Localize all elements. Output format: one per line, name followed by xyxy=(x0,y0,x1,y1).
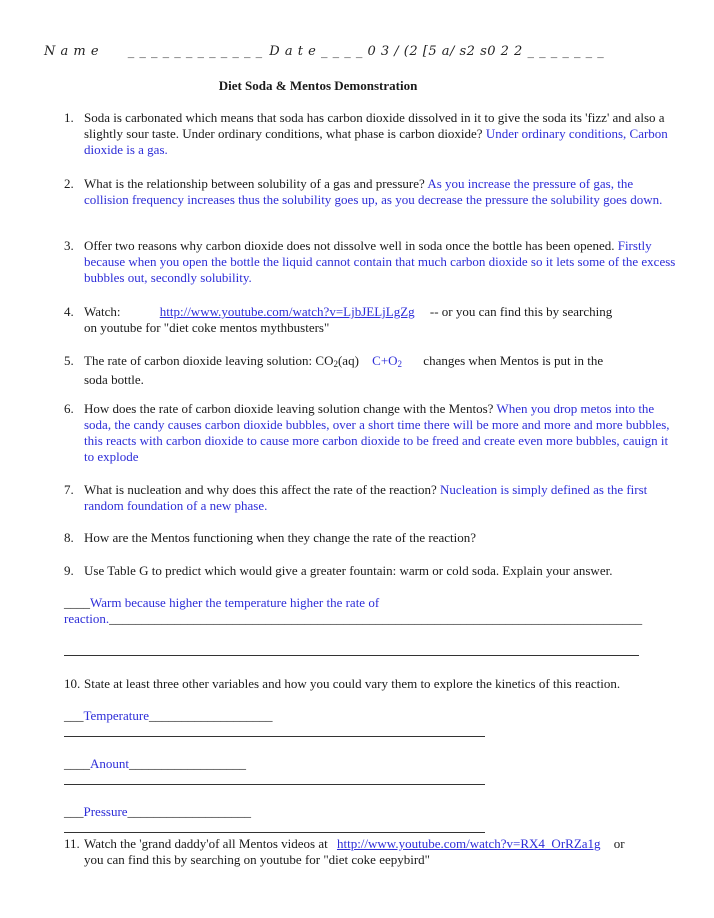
youtube-link[interactable]: http://www.youtube.com/watch?v=RX4_OrRZa1g xyxy=(336,836,601,851)
answer-blank-rule: __________________________________________________________________________________ xyxy=(109,611,643,626)
question-1 xyxy=(64,110,676,158)
blank-suffix: ___________________ xyxy=(149,708,273,723)
question-3 xyxy=(64,238,676,286)
variable-temperature[interactable] xyxy=(64,708,273,724)
question-text: How are the Mentos functioning when they change the rate of the reaction? xyxy=(84,530,477,545)
question-11 xyxy=(64,836,676,868)
name-label: N a m e xyxy=(44,44,100,59)
question-number: 10. xyxy=(64,676,81,691)
answer-blank-prefix: ____ xyxy=(64,595,90,610)
question-text-c: changes when Mentos is put in the xyxy=(423,353,604,368)
question-4 xyxy=(64,304,676,336)
answer-text: Warm because higher the temperature higher the rate of xyxy=(90,595,380,610)
blank-prefix: ___ xyxy=(64,804,84,819)
question-5 xyxy=(64,353,676,388)
answer-text[interactable] xyxy=(372,353,402,368)
question-number: 9. xyxy=(64,563,74,578)
question-9 xyxy=(64,563,676,579)
date-label: D a t e xyxy=(269,44,317,59)
blank-suffix: __________________ xyxy=(129,756,246,771)
question-number: 4. xyxy=(64,304,74,319)
question-number: 1. xyxy=(64,110,74,125)
answer-rule[interactable] xyxy=(64,832,485,833)
answer-text-line2: reaction. xyxy=(64,611,110,626)
question-text: Watch the 'grand daddy'of all Mentos videos at xyxy=(84,836,328,851)
variable-amount[interactable] xyxy=(64,756,246,772)
blank-suffix: ___________________ xyxy=(127,804,252,819)
answer-rule[interactable] xyxy=(64,736,485,737)
answer-text[interactable]: Under ordinary conditions, Carbon dioxide is a gas. xyxy=(84,126,668,157)
question-number: 2. xyxy=(64,176,74,191)
question-text: Use Table G to predict which would give a greater fountain: warm or cold soda. Explain your answer. xyxy=(84,563,613,578)
answer-formula: C+O xyxy=(372,353,398,368)
question-number: 7. xyxy=(64,482,74,497)
answer-text[interactable]: As you increase the pressure of gas, the collision frequency increases thus the solubility goes up, as you decrease the pressure the solubility goes down. xyxy=(84,176,663,207)
page-title: Diet Soda & Mentos Demonstration xyxy=(218,78,418,93)
question-10 xyxy=(64,676,676,692)
answer-text[interactable]: Nucleation is simply defined as the first random foundation of a new phase. xyxy=(84,482,648,513)
question-text-line2: on youtube for "diet coke mentos mythbusters" xyxy=(84,320,330,335)
question-text: The rate of carbon dioxide leaving solution: CO xyxy=(84,353,334,368)
date-value[interactable]: _ _ _ _ 0 3 / (2 [5 a/ s2 s0 2 2 _ _ _ _ _ _ _ xyxy=(320,44,605,59)
name-blank[interactable]: _ _ _ _ _ _ _ _ _ _ _ _ xyxy=(127,44,263,59)
variable-pressure[interactable] xyxy=(64,804,251,820)
question-text: Offer two reasons why carbon dioxide does not dissolve well in soda once the bottle has been opened. xyxy=(84,238,615,253)
answer-text[interactable]: When you drop metos into the soda, the candy causes carbon dioxide bubbles, over a short time there will be more and more and more bubbles, this reacts with carbon dioxide to cause more carbon dioxide to be freed and create even more bubbles, cauign it to explode xyxy=(84,401,670,464)
question-6 xyxy=(64,401,676,465)
question-text-line2: soda bottle. xyxy=(84,372,144,387)
blank-prefix: ___ xyxy=(64,708,84,723)
question-number: 6. xyxy=(64,401,74,416)
question-2 xyxy=(64,176,676,208)
answer-text[interactable]: Firstly because when you open the bottle the liquid cannot contain that much carbon dioxide so it lets some of the excess bubbles out, secondly solubility. xyxy=(84,238,676,285)
subscript: 2 xyxy=(333,359,338,369)
answer-rule[interactable] xyxy=(64,655,639,656)
q9-answer-line1[interactable] xyxy=(64,595,379,611)
question-number: 8. xyxy=(64,530,74,545)
question-text-b: (aq) xyxy=(337,353,359,368)
variable-answer: Anount xyxy=(90,756,129,771)
question-text: What is nucleation and why does this affect the rate of the reaction? xyxy=(84,482,441,497)
question-number: 3. xyxy=(64,238,74,253)
blank-prefix: ____ xyxy=(64,756,90,771)
variable-answer: Pressure xyxy=(83,804,128,819)
q9-answer-line2[interactable] xyxy=(64,611,658,627)
name-date-header xyxy=(44,44,674,62)
watch-label: Watch: xyxy=(84,304,121,319)
question-text-line2: you can find this by searching on youtube for "diet coke eepybird" xyxy=(84,852,430,867)
question-8 xyxy=(64,530,676,546)
question-text: Soda is carbonated which means that soda has carbon dioxide dissolved in it to give the soda its 'fizz' and also a slightly sour taste. Under ordinary conditions, what phase is carbon dioxide? xyxy=(84,110,665,141)
answer-subscript: 2 xyxy=(397,359,403,369)
question-number: 11. xyxy=(64,836,80,851)
question-text-or: or xyxy=(613,836,625,851)
question-text: How does the rate of carbon dioxide leaving solution change with the Mentos? xyxy=(84,401,497,416)
question-text: -- or you can find this by searching xyxy=(429,304,613,319)
question-text: What is the relationship between solubility of a gas and pressure? xyxy=(84,176,428,191)
question-text: State at least three other variables and how you could vary them to explore the kinetics of this reaction. xyxy=(84,676,621,691)
answer-rule[interactable] xyxy=(64,784,485,785)
question-7 xyxy=(64,482,676,514)
variable-answer: Temperature xyxy=(83,708,149,723)
youtube-link[interactable]: http://www.youtube.com/watch?v=LjbJELjLgZg xyxy=(159,304,415,319)
question-number: 5. xyxy=(64,353,74,368)
